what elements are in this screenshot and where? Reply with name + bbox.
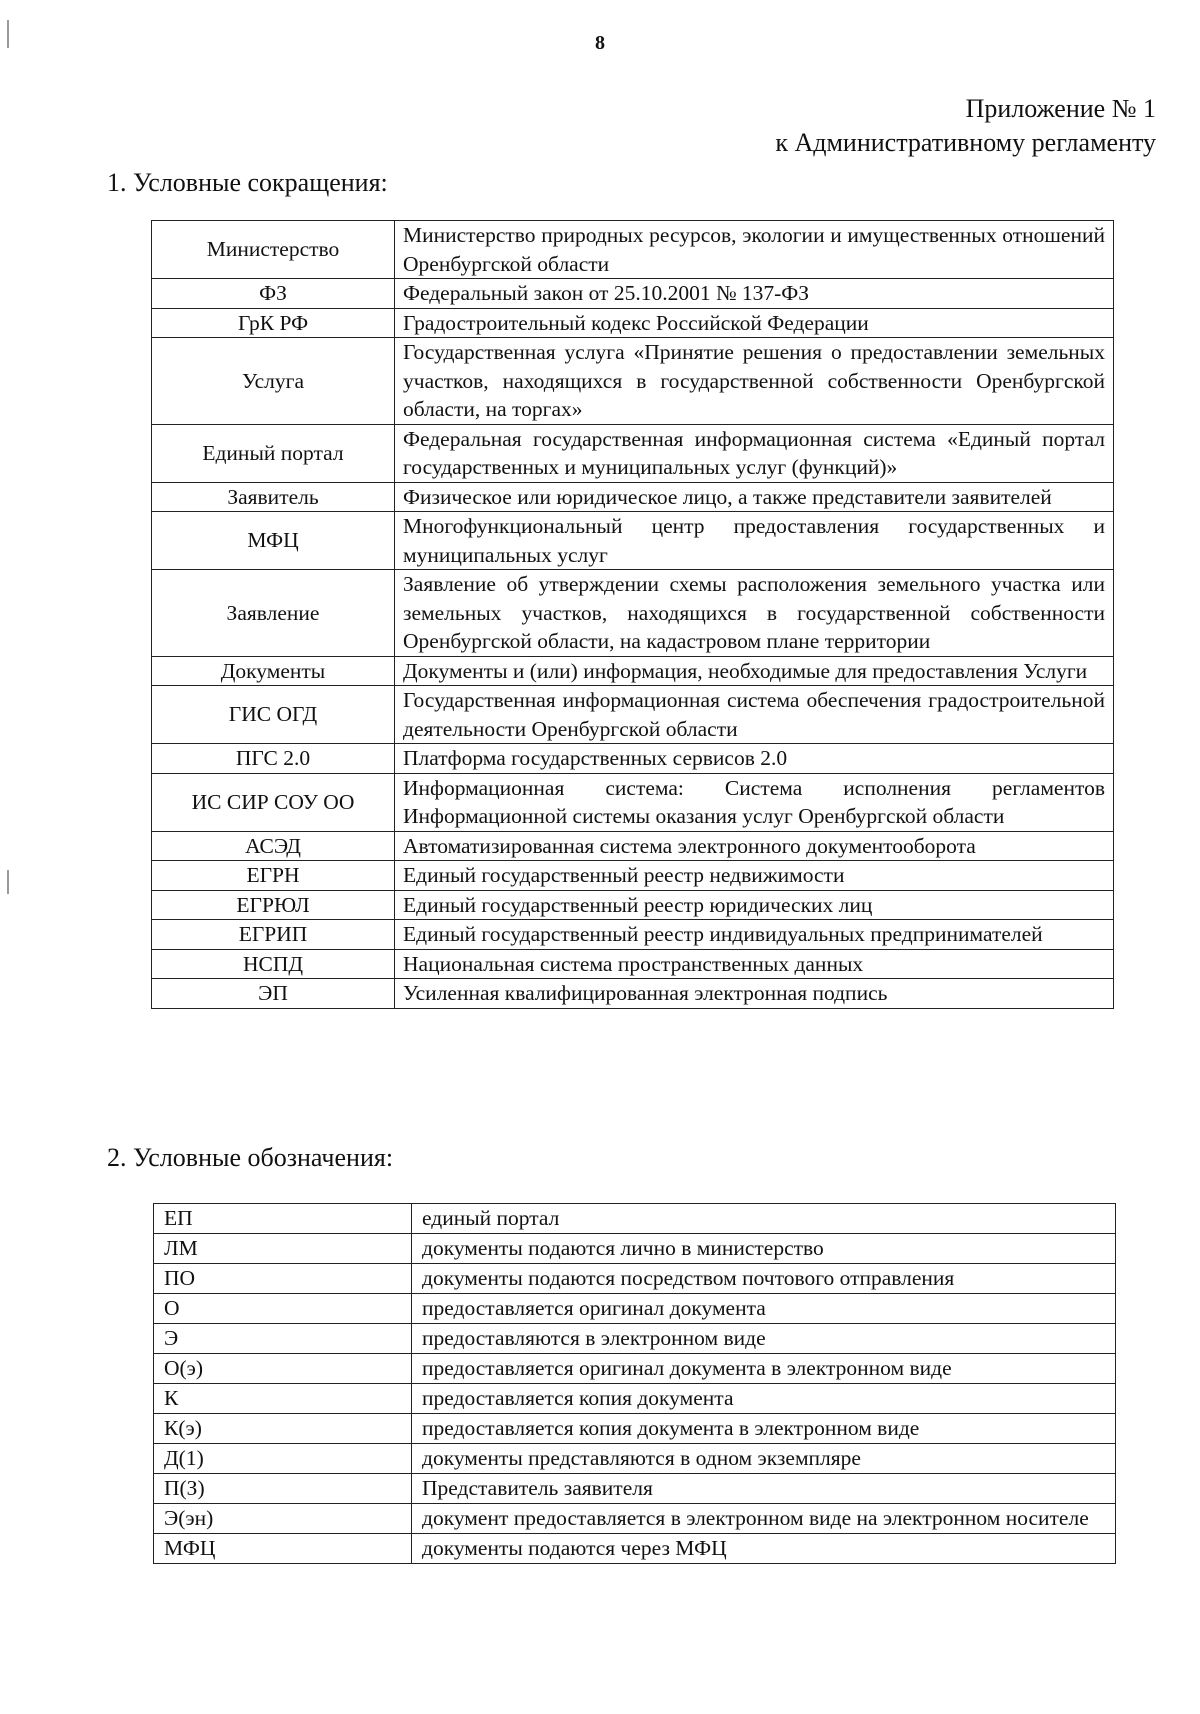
abbreviation-definition: Государственная информационная система обеспечения градостроительной деятельности Оренбургской области xyxy=(395,686,1114,744)
abbreviation-term: ЕГРИП xyxy=(152,920,395,950)
notation-meaning: предоставляется оригинал документа в электронном виде xyxy=(412,1354,1116,1384)
notation-symbol: Э xyxy=(154,1324,412,1354)
abbreviation-term: НСПД xyxy=(152,949,395,979)
notation-meaning: Представитель заявителя xyxy=(412,1474,1116,1504)
abbreviation-definition: Заявление об утверждении схемы расположения земельного участка или земельных участков, находящихся в государственной собственности Оренбургской области, на кадастровом плане территории xyxy=(395,570,1114,657)
table-row xyxy=(152,861,1114,891)
table-row xyxy=(152,512,1114,570)
table-row xyxy=(154,1534,1116,1564)
abbreviation-term: ЕГРЮЛ xyxy=(152,890,395,920)
notation-symbol: П(З) xyxy=(154,1474,412,1504)
table-row xyxy=(152,338,1114,425)
notation-meaning: документы подаются лично в министерство xyxy=(412,1234,1116,1264)
notation-meaning: предоставляются в электронном виде xyxy=(412,1324,1116,1354)
abbreviation-definition: Единый государственный реестр недвижимости xyxy=(395,861,1114,891)
abbreviation-term: Единый портал xyxy=(152,424,395,482)
scan-artifact-mark xyxy=(7,870,9,894)
scan-artifact-mark xyxy=(7,20,9,48)
notation-meaning: предоставляется копия документа в электронном виде xyxy=(412,1414,1116,1444)
table-row xyxy=(154,1504,1116,1534)
table-row xyxy=(152,570,1114,657)
abbreviation-definition: Единый государственный реестр индивидуальных предпринимателей xyxy=(395,920,1114,950)
table-row xyxy=(154,1384,1116,1414)
table-row xyxy=(152,949,1114,979)
notation-symbol: О(э) xyxy=(154,1354,412,1384)
abbreviations-table xyxy=(151,220,1114,1009)
abbreviation-term: ИС СИР СОУ ОО xyxy=(152,773,395,831)
table-row xyxy=(152,221,1114,279)
abbreviation-term: Услуга xyxy=(152,338,395,425)
abbreviation-term: Заявитель xyxy=(152,482,395,512)
abbreviation-term: ПГС 2.0 xyxy=(152,744,395,774)
table-row xyxy=(154,1324,1116,1354)
notation-meaning: документ предоставляется в электронном виде на электронном носителе xyxy=(412,1504,1116,1534)
abbreviation-term: МФЦ xyxy=(152,512,395,570)
table-row xyxy=(152,979,1114,1009)
notation-meaning: предоставляется копия документа xyxy=(412,1384,1116,1414)
table-row xyxy=(152,744,1114,774)
abbreviation-definition: Единый государственный реестр юридических лиц xyxy=(395,890,1114,920)
notation-symbol: Д(1) xyxy=(154,1444,412,1474)
abbreviation-term: Документы xyxy=(152,656,395,686)
abbreviation-term: ФЗ xyxy=(152,279,395,309)
notation-symbol: МФЦ xyxy=(154,1534,412,1564)
abbreviation-definition: Министерство природных ресурсов, экологии и имущественных отношений Оренбургской области xyxy=(395,221,1114,279)
abbreviation-definition: Национальная система пространственных данных xyxy=(395,949,1114,979)
table-row xyxy=(154,1234,1116,1264)
abbreviation-term: Министерство xyxy=(152,221,395,279)
table-row xyxy=(154,1204,1116,1234)
notation-symbol: К(э) xyxy=(154,1414,412,1444)
appendix-line-1: Приложение № 1 xyxy=(965,94,1156,123)
appendix-line-2: к Административному регламенту xyxy=(775,128,1156,157)
appendix-header xyxy=(775,92,1156,160)
abbreviation-term: Заявление xyxy=(152,570,395,657)
abbreviation-term: ГИС ОГД xyxy=(152,686,395,744)
abbreviation-definition: Автоматизированная система электронного документооборота xyxy=(395,831,1114,861)
table-row xyxy=(152,773,1114,831)
table-row xyxy=(152,920,1114,950)
abbreviation-term: ЕГРН xyxy=(152,861,395,891)
abbreviation-definition: Федеральный закон от 25.10.2001 № 137-ФЗ xyxy=(395,279,1114,309)
table-row xyxy=(154,1294,1116,1324)
table-row xyxy=(154,1354,1116,1384)
section-2-title: 2. Условные обозначения: xyxy=(107,1143,394,1172)
table-row xyxy=(154,1414,1116,1444)
abbreviation-definition: Усиленная квалифицированная электронная подпись xyxy=(395,979,1114,1009)
abbreviation-definition: Документы и (или) информация, необходимые для предоставления Услуги xyxy=(395,656,1114,686)
abbreviation-definition: Федеральная государственная информационная система «Единый портал государственных и муниципальных услуг (функций)» xyxy=(395,424,1114,482)
table-row xyxy=(152,482,1114,512)
table-row xyxy=(152,308,1114,338)
notation-meaning: документы подаются через МФЦ xyxy=(412,1534,1116,1564)
abbreviation-definition: Государственная услуга «Принятие решения о предоставлении земельных участков, находящихся в государственной собственности Оренбургской области, на торгах» xyxy=(395,338,1114,425)
notations-table xyxy=(153,1203,1116,1564)
abbreviation-term: АСЭД xyxy=(152,831,395,861)
notation-meaning: документы представляются в одном экземпляре xyxy=(412,1444,1116,1474)
table-row xyxy=(154,1264,1116,1294)
table-row xyxy=(152,279,1114,309)
abbreviation-term: ЭП xyxy=(152,979,395,1009)
abbreviation-definition: Градостроительный кодекс Российской Федерации xyxy=(395,308,1114,338)
table-row xyxy=(152,656,1114,686)
abbreviation-term: ГрК РФ xyxy=(152,308,395,338)
table-row xyxy=(152,890,1114,920)
table-row xyxy=(152,424,1114,482)
table-row xyxy=(154,1444,1116,1474)
notation-symbol: Э(эн) xyxy=(154,1504,412,1534)
table-row xyxy=(152,686,1114,744)
abbreviation-definition: Информационная система: Система исполнения регламентов Информационной системы оказания услуг Оренбургской области xyxy=(395,773,1114,831)
notation-meaning: единый портал xyxy=(412,1204,1116,1234)
table-row xyxy=(152,831,1114,861)
notation-symbol: О xyxy=(154,1294,412,1324)
notation-symbol: ЛМ xyxy=(154,1234,412,1264)
abbreviation-definition: Многофункциональный центр предоставления государственных и муниципальных услуг xyxy=(395,512,1114,570)
notation-symbol: ПО xyxy=(154,1264,412,1294)
notation-meaning: предоставляется оригинал документа xyxy=(412,1294,1116,1324)
notation-symbol: К xyxy=(154,1384,412,1414)
notation-symbol: ЕП xyxy=(154,1204,412,1234)
abbreviation-definition: Физическое или юридическое лицо, а также представители заявителей xyxy=(395,482,1114,512)
page-number: 8 xyxy=(595,32,605,54)
abbreviation-definition: Платформа государственных сервисов 2.0 xyxy=(395,744,1114,774)
table-row xyxy=(154,1474,1116,1504)
notation-meaning: документы подаются посредством почтового отправления xyxy=(412,1264,1116,1294)
section-1-title: 1. Условные сокращения: xyxy=(107,168,388,197)
